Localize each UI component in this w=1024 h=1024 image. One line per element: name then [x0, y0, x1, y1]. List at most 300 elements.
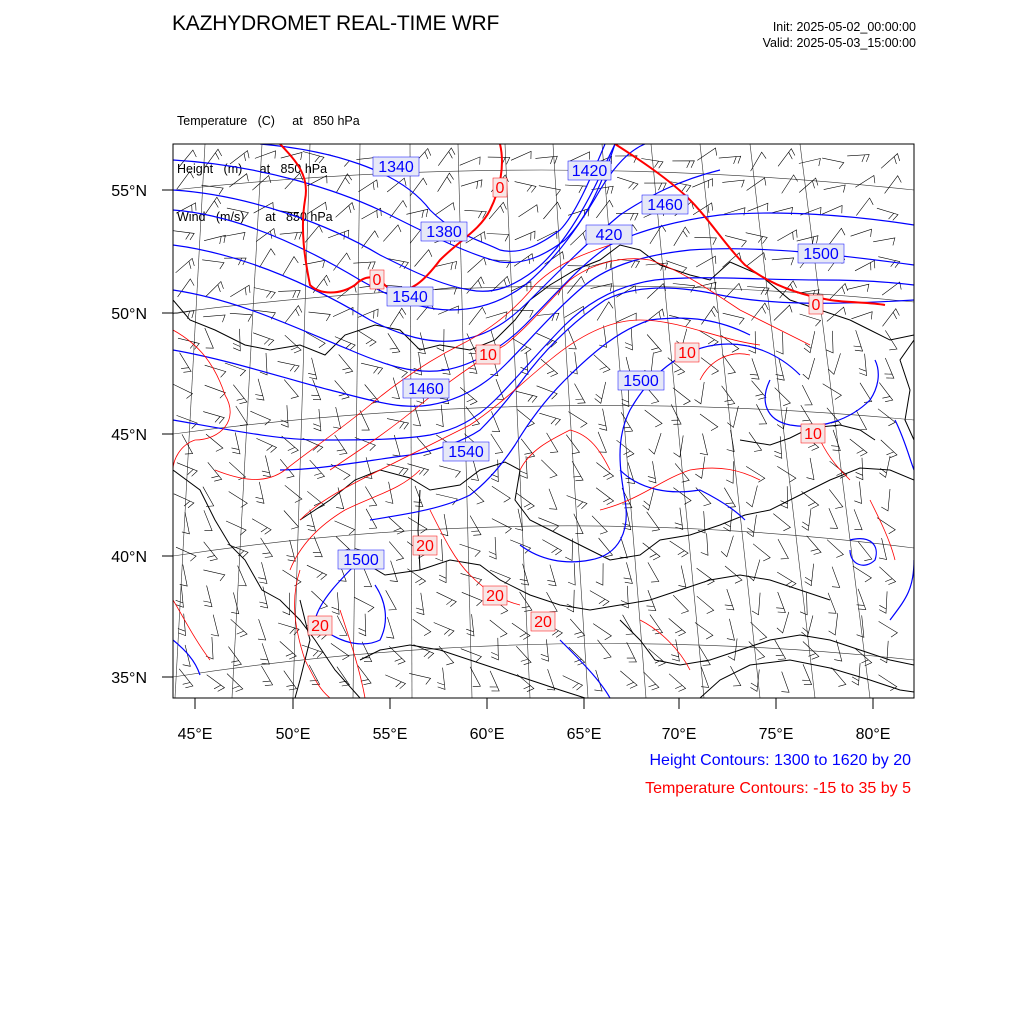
wind-barb	[694, 237, 716, 244]
wind-barb	[673, 488, 691, 505]
wind-barb	[202, 260, 224, 269]
wind-barb	[260, 643, 269, 664]
height-contour-label-text: 1500	[623, 373, 659, 390]
wind-barb	[852, 663, 860, 685]
wind-barb	[284, 380, 298, 399]
wind-barb	[470, 516, 481, 536]
lon-label: 65°E	[566, 726, 602, 743]
height-contour-label-text: 1420	[571, 163, 608, 180]
wind-barb	[648, 562, 659, 582]
height-contour-label	[618, 371, 664, 390]
wind-barb	[359, 614, 366, 636]
wind-barb	[854, 330, 863, 351]
wind-barb	[802, 664, 811, 684]
wind-barb	[283, 570, 302, 586]
height-contour-label-text: 1540	[448, 444, 484, 461]
wind-barb	[252, 519, 271, 535]
wind-barb	[882, 282, 901, 295]
wind-barb	[461, 180, 482, 189]
wind-barb	[332, 592, 340, 614]
wind-barb	[383, 225, 401, 242]
wind-barb	[335, 435, 347, 455]
wind-barb	[778, 539, 788, 559]
wind-barb	[229, 492, 248, 508]
wind-barb	[438, 148, 455, 166]
wind-barb	[256, 438, 276, 452]
wind-barb	[511, 151, 531, 160]
lat-label: 45°N	[111, 427, 147, 444]
wind-barb	[285, 306, 302, 323]
wind-barb	[176, 585, 184, 607]
wind-barb	[591, 284, 612, 292]
wind-barb	[672, 161, 694, 168]
wind-barb	[774, 305, 792, 320]
wind-barb	[514, 254, 533, 267]
wind-barb	[800, 314, 821, 326]
lon-label: 75°E	[758, 726, 794, 743]
lon-label: 60°E	[469, 726, 505, 743]
wind-barb	[781, 672, 789, 693]
wind-barb	[802, 491, 819, 508]
wind-barb	[261, 666, 272, 686]
wind-barb	[358, 330, 377, 346]
wind-barb	[695, 382, 705, 404]
wind-barb	[406, 209, 427, 218]
field-height: Height (m) at 850 hPa	[177, 162, 328, 176]
wind-barb	[616, 213, 638, 220]
wind-barb	[643, 672, 659, 690]
wind-barb	[336, 203, 355, 218]
wind-barb	[389, 542, 403, 561]
wind-barb	[727, 619, 735, 640]
wind-barb	[280, 232, 302, 240]
wind-barb	[675, 508, 683, 530]
wind-barb	[250, 411, 270, 425]
wind-barb	[856, 410, 867, 430]
wind-barb	[537, 386, 558, 399]
wind-barb	[649, 649, 666, 666]
wind-barb	[539, 186, 561, 196]
wind-barb	[568, 412, 587, 428]
wind-barb	[387, 464, 408, 475]
wind-barb	[570, 619, 585, 638]
wind-barb	[830, 461, 847, 478]
wind-barb	[416, 593, 424, 615]
wind-barb	[627, 642, 637, 662]
wind-barb	[410, 178, 427, 196]
wind-barb	[182, 512, 190, 534]
wind-barb	[567, 496, 587, 509]
wind-barb	[620, 671, 637, 689]
wind-barb	[229, 174, 248, 187]
wind-barb	[491, 434, 503, 454]
wind-barb	[804, 331, 815, 353]
wind-barb	[617, 440, 634, 457]
wind-barb	[174, 494, 194, 508]
temperature-contour-label-text: 0	[811, 297, 821, 314]
wind-barb	[491, 638, 498, 660]
wind-barb	[773, 514, 790, 531]
wind-barb	[647, 335, 661, 354]
wind-barb	[848, 284, 869, 292]
wind-barb	[859, 354, 867, 376]
wind-barb	[176, 258, 195, 272]
wind-barb	[575, 384, 586, 404]
wind-barb	[253, 333, 274, 346]
wind-barb	[832, 567, 840, 588]
temperature-contour-label-text: 10	[804, 426, 822, 443]
height-contour-label	[338, 550, 384, 569]
wind-barb	[280, 641, 297, 659]
wind-barb	[750, 670, 759, 692]
wind-barb	[468, 258, 487, 273]
wind-barb	[180, 353, 192, 373]
height-legend: Height Contours: 1300 to 1620 by 20	[649, 752, 911, 769]
wind-barb	[850, 439, 867, 456]
wind-barb	[415, 250, 432, 267]
wind-barb	[803, 358, 815, 379]
wind-barb	[829, 489, 843, 508]
wind-barb	[230, 313, 252, 321]
wind-barb	[574, 514, 583, 534]
lat-label: 35°N	[111, 670, 147, 687]
wind-barb	[723, 253, 742, 267]
wind-barb	[437, 329, 444, 351]
wind-barb	[471, 459, 479, 480]
wind-barb	[203, 315, 225, 322]
wind-barb	[203, 412, 224, 424]
wind-barb	[695, 457, 705, 479]
wind-barb	[879, 621, 898, 637]
wind-barb	[753, 544, 770, 561]
wind-barb	[204, 197, 220, 215]
wind-barb	[594, 355, 610, 373]
wind-barb	[801, 616, 813, 637]
wind-barb	[460, 157, 480, 165]
height-contour-label-text: 420	[595, 227, 623, 244]
wind-barb	[408, 464, 429, 476]
init-time: Init: 2025-05-02_00:00:00	[772, 20, 916, 34]
wind-barb	[258, 619, 266, 640]
wind-barb	[771, 207, 792, 215]
wind-barb	[386, 617, 394, 638]
wind-barb	[414, 486, 423, 507]
height-contour-label	[798, 244, 844, 263]
wind-barb	[752, 381, 766, 400]
wind-barb	[802, 509, 811, 531]
wind-barb	[335, 381, 349, 400]
wind-barb	[486, 312, 507, 320]
wind-barb	[254, 288, 275, 299]
wind-barb	[390, 308, 406, 327]
wind-barb	[746, 486, 757, 507]
wind-barb	[385, 482, 393, 504]
wind-barb	[596, 463, 613, 480]
wind-barb	[519, 205, 539, 217]
wind-barb	[207, 675, 225, 692]
wind-barb	[595, 382, 606, 403]
wind-barb	[461, 573, 482, 585]
wind-barb	[203, 570, 224, 581]
wind-barb	[777, 230, 797, 241]
wind-barb	[390, 201, 407, 219]
wind-barb	[385, 675, 405, 689]
height-contour-label	[568, 161, 611, 180]
wind-barb	[873, 238, 895, 246]
wind-barb	[390, 561, 398, 582]
axis-ticks	[162, 190, 873, 709]
wind-barb	[339, 354, 353, 373]
wind-barb	[255, 151, 276, 159]
height-contour-label	[443, 442, 489, 461]
wind-barb	[700, 414, 718, 431]
wind-barb	[885, 358, 894, 378]
wind-barb	[258, 562, 267, 583]
wind-barb	[721, 536, 733, 557]
wind-barb	[599, 538, 613, 557]
wind-barb	[232, 433, 241, 454]
wind-barb	[353, 262, 375, 270]
wind-barb	[547, 565, 556, 586]
wind-barb	[547, 433, 558, 453]
wind-barb	[439, 646, 454, 665]
wind-barb	[313, 409, 321, 431]
wind-barb	[309, 312, 331, 321]
wind-barb	[807, 536, 821, 555]
wind-barb	[236, 406, 248, 426]
wind-barb	[649, 433, 661, 454]
wind-barb	[854, 482, 861, 504]
wind-barb	[782, 175, 798, 194]
wind-barb	[648, 461, 656, 483]
wind-barb	[879, 567, 895, 585]
wind-barb	[306, 332, 325, 347]
wind-barb	[851, 312, 872, 320]
wind-barb	[521, 439, 534, 458]
height-contour-label	[642, 195, 688, 214]
wind-barb	[225, 363, 246, 376]
wind-barb	[881, 489, 890, 511]
wind-barb	[692, 179, 712, 188]
wind-barb	[276, 210, 298, 220]
height-contour-label	[373, 157, 419, 176]
wind-barb	[570, 152, 590, 161]
wind-barb	[776, 332, 783, 354]
map-title: KAZHYDROMET REAL-TIME WRF	[172, 12, 500, 35]
wind-barb	[284, 511, 299, 530]
wind-barb	[389, 646, 405, 664]
wind-barb	[177, 171, 194, 189]
wind-barb	[674, 435, 684, 457]
wind-barb	[230, 151, 249, 164]
wind-barb	[260, 249, 276, 268]
wind-barb	[435, 203, 454, 215]
wind-barb	[847, 155, 869, 162]
wind-barb	[489, 537, 496, 559]
wind-barb	[441, 353, 450, 374]
wind-barb	[328, 230, 349, 239]
height-contour-label	[387, 287, 433, 306]
temperature-contour-label	[801, 424, 825, 443]
wind-barb	[281, 405, 289, 427]
wind-barb	[879, 538, 887, 559]
wind-barb	[722, 180, 744, 187]
wind-barb	[752, 593, 760, 615]
wind-barb	[590, 591, 609, 606]
wind-barb	[227, 674, 243, 692]
wind-barb	[802, 385, 812, 405]
wind-barb	[278, 291, 300, 298]
wind-barb	[747, 253, 766, 267]
wind-barb	[388, 333, 400, 353]
wind-barb	[827, 540, 843, 558]
wind-barb	[206, 434, 223, 451]
wind-barb	[885, 176, 902, 194]
wind-barb	[211, 615, 219, 636]
wind-barb	[488, 157, 510, 164]
wind-barb	[492, 486, 510, 502]
wind-barb	[517, 410, 534, 427]
wind-barb	[386, 590, 397, 610]
wind-barb	[827, 307, 846, 321]
height-contour-label	[421, 222, 467, 241]
wind-barb	[460, 544, 481, 557]
wind-barb	[777, 612, 789, 633]
wind-barb	[624, 562, 633, 583]
wind-barb	[777, 466, 796, 482]
wind-barb	[413, 619, 431, 635]
wind-barb	[173, 384, 193, 399]
wind-barb	[756, 404, 766, 424]
wind-barb	[308, 358, 317, 379]
lon-label: 50°E	[275, 726, 311, 743]
wind-barb	[728, 639, 737, 661]
wind-barb	[673, 595, 688, 613]
wind-barb	[313, 536, 322, 556]
wind-barb	[855, 261, 875, 271]
wind-barb	[252, 176, 271, 191]
wind-barb	[466, 232, 486, 244]
temperature-contour-label-text: 20	[416, 538, 434, 555]
temperature-contour-label-text: 10	[479, 347, 497, 364]
wind-barb	[541, 460, 557, 478]
temperature-contour-label	[483, 586, 507, 605]
wind-barb	[598, 640, 612, 659]
wind-barb	[598, 432, 606, 452]
wind-barb	[307, 202, 327, 214]
wind-barb	[805, 564, 814, 586]
wind-barb	[331, 643, 349, 660]
temperature-contour-label	[476, 345, 500, 364]
wind-barb	[592, 516, 607, 534]
wind-barb	[858, 542, 872, 561]
wind-barb	[829, 613, 838, 635]
wind-barb	[776, 592, 785, 613]
wind-barb	[695, 282, 716, 291]
wind-barb	[616, 286, 636, 298]
wind-barb	[205, 328, 214, 348]
wind-barb	[490, 671, 500, 691]
wind-barb	[233, 385, 247, 404]
lat-label: 50°N	[111, 306, 147, 323]
wind-barb	[778, 149, 795, 167]
field-wind: Wind (m/s) at 850 hPa	[177, 210, 333, 224]
temperature-contour-label	[809, 295, 823, 314]
longitude-labels	[178, 726, 891, 743]
wind-barb	[439, 561, 446, 583]
wind-barb	[877, 208, 898, 220]
wind-barb	[436, 494, 457, 505]
wind-barb	[335, 521, 355, 535]
wind-barb	[879, 383, 892, 402]
wind-barbs	[172, 148, 901, 692]
wind-barb	[647, 512, 660, 531]
wind-barb	[851, 229, 872, 237]
wind-barb	[460, 387, 477, 404]
wind-barb	[807, 458, 815, 480]
wind-barb	[625, 328, 633, 350]
height-contour-label-text: 1340	[378, 159, 414, 176]
temperature-contour-label	[531, 612, 555, 631]
wind-barb	[828, 353, 840, 374]
wind-barb	[392, 378, 400, 399]
wind-barb	[307, 565, 327, 579]
wind-barb	[857, 589, 866, 610]
wind-barb	[697, 596, 714, 613]
wind-barb	[831, 430, 840, 451]
height-contour-label-text: 1500	[803, 246, 839, 263]
wind-barb	[333, 253, 350, 271]
wind-barb	[223, 232, 245, 240]
wind-barb	[822, 158, 844, 169]
wind-barb	[172, 231, 194, 240]
wind-barb	[565, 539, 572, 561]
wind-barb	[310, 460, 325, 478]
wind-barb	[726, 461, 733, 483]
wind-barb	[593, 624, 611, 640]
wind-barb	[596, 488, 614, 505]
wind-barb	[879, 456, 890, 478]
wind-barb	[549, 489, 557, 510]
wind-barb	[204, 235, 225, 244]
wind-barb	[645, 410, 662, 427]
wind-barb	[697, 568, 715, 585]
wind-barb	[539, 413, 560, 425]
height-contour-label	[586, 225, 632, 244]
wind-barb	[617, 177, 638, 190]
temperature-contour-label	[493, 178, 507, 197]
wind-barb	[409, 673, 430, 684]
wind-barb	[491, 411, 499, 431]
wind-barb	[464, 210, 486, 218]
wind-barb	[543, 202, 560, 219]
wind-barb	[227, 208, 249, 219]
wind-barb	[309, 665, 319, 685]
lon-label: 55°E	[372, 726, 408, 743]
wind-barb	[516, 646, 531, 665]
wind-barb	[510, 540, 530, 553]
wind-barb	[826, 331, 833, 353]
wind-barb	[354, 597, 374, 612]
wind-barb	[490, 570, 510, 584]
wind-barb	[490, 620, 507, 637]
wind-barb	[730, 666, 740, 686]
wind-barb	[746, 233, 768, 244]
wind-barb	[336, 174, 352, 193]
wind-barb	[647, 284, 665, 299]
wind-barb	[256, 482, 265, 503]
wind-barb	[829, 508, 838, 528]
